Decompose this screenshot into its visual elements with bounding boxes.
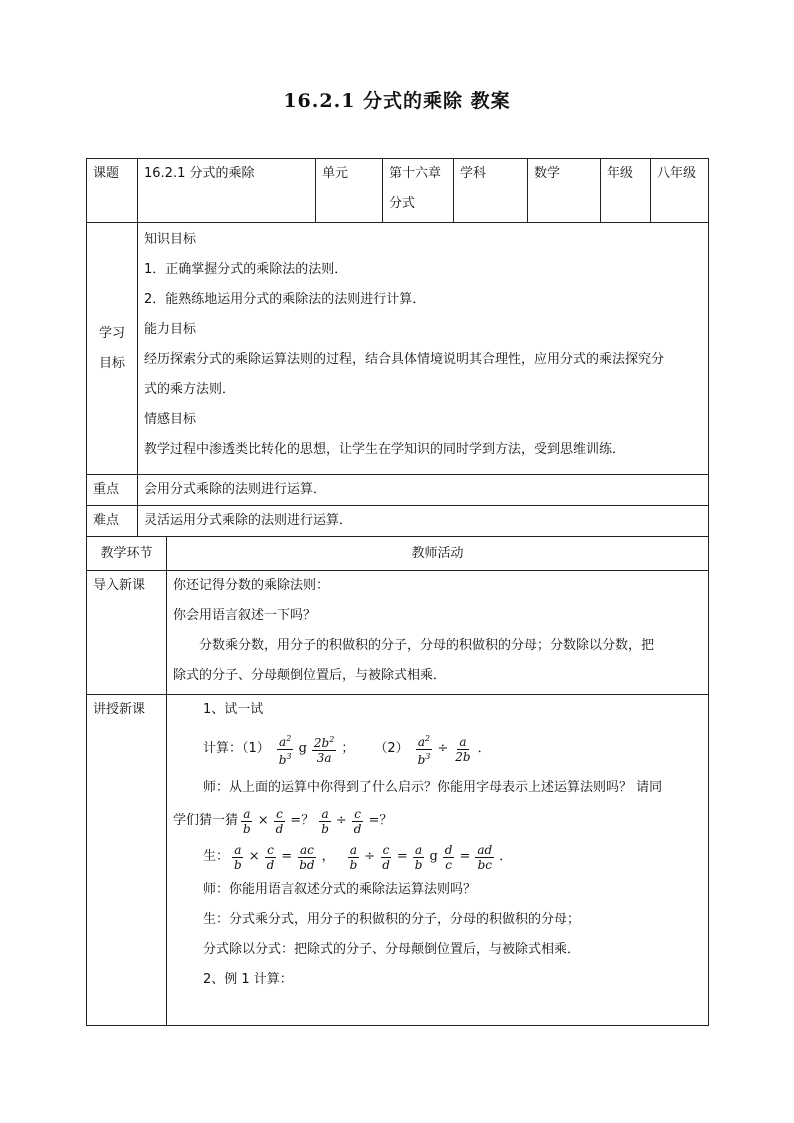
fraction: $\frac{a}{b}$	[243, 806, 251, 836]
period: ．	[499, 849, 513, 864]
calc2-label: （2）	[374, 741, 409, 756]
unit-label: 单元	[316, 159, 383, 223]
student-answer-formula	[173, 839, 702, 875]
process-col2-header: 教师活动	[167, 537, 709, 571]
goals-content	[138, 223, 709, 475]
fraction: $\frac{a^2}{b^3}$	[278, 733, 292, 767]
equals-operator: =	[281, 849, 293, 864]
fraction: $\frac{a}{b}$	[349, 842, 358, 872]
calc-label: 计算：（1）	[203, 741, 270, 756]
equals-operator: =	[459, 849, 471, 864]
intro-line: 你还记得分数的乘除法则：	[173, 578, 330, 593]
period: ．	[477, 741, 491, 756]
student-answer-2: 生：分式乘分式，用分子的积做积的分子，分母的积做积的分母；	[203, 912, 581, 927]
intro-label: 导入新课	[87, 571, 167, 695]
grade-value: 八年级	[651, 159, 709, 223]
fraction: $\frac{2b^2}{3a}$	[313, 735, 335, 765]
fraction: $\frac{a}{b}$	[234, 842, 242, 872]
unit-value-line2: 分式	[389, 196, 416, 211]
dot-operator: g	[429, 849, 438, 864]
goals-label	[87, 223, 138, 475]
guess-line	[173, 803, 702, 839]
new-lesson-content	[167, 695, 709, 1026]
intro-line: 分数乘分数，用分子的积做积的分子，分母的积做积的分母；分数除以分数，把	[199, 638, 655, 653]
goals-line: 教学过程中渗透类比转化的思想，让学生在学知识的同时学到方法，受到思维训练．	[144, 442, 626, 457]
fraction: $\frac{a}{b}$	[321, 806, 329, 836]
separator: ；	[341, 741, 355, 756]
goals-line: 式的乘方法则．	[144, 382, 236, 397]
fraction: $\frac{a}{2b}$	[455, 734, 471, 764]
goals-line: 能力目标	[144, 322, 197, 337]
topic-value: 16.2.1 分式的乘除	[138, 159, 316, 223]
teaching-process-table	[86, 536, 709, 1026]
grade-label: 年级	[601, 159, 651, 223]
goals-line: 知识目标	[144, 232, 197, 247]
goals-line: 情感目标	[144, 412, 197, 427]
fraction: $\frac{c}{d}$	[266, 842, 275, 872]
student-label: 生：	[203, 849, 230, 864]
lesson-info-table	[86, 158, 709, 537]
divide-operator: ÷	[437, 741, 449, 756]
intro-line: 除式的分子、分母颠倒位置后，与被除式相乘．	[173, 668, 447, 683]
teacher-question-2: 师：你能用语言叙述分式的乘除法运算法则吗？	[203, 882, 477, 897]
example-title: 2、例 1 计算：	[203, 972, 293, 987]
dot-operator: g	[298, 741, 307, 756]
unit-value-line1: 第十六章	[389, 166, 442, 181]
times-operator: ×	[248, 849, 260, 864]
goals-line: 2．能熟练地运用分式的乘除法的法则进行计算．	[144, 292, 426, 307]
goals-line: 经历探索分式的乘除运算法则的过程，结合具体情境说明其合理性，应用分式的乘法探究分	[144, 352, 665, 367]
key-point-text: 会用分式乘除的法则进行运算．	[138, 475, 709, 506]
intro-content	[167, 571, 709, 695]
divide-operator: ÷	[335, 813, 347, 828]
equals-question: =？	[368, 813, 393, 828]
new-lesson-label: 讲授新课	[87, 695, 167, 1026]
fraction: $\frac{ac}{bd}$	[299, 842, 315, 872]
calc-formula-line	[173, 731, 702, 767]
process-col1-header: 教学环节	[87, 537, 167, 571]
comma: ，	[321, 849, 335, 864]
fraction: $\frac{c}{d}$	[382, 842, 390, 872]
topic-label: 课题	[87, 159, 138, 223]
page-title: 16.2.1 分式的乘除 教案	[283, 90, 511, 112]
times-operator: ×	[257, 813, 269, 828]
intro-line: 你会用语言叙述一下吗？	[173, 608, 317, 623]
teacher-question-1: 师：从上面的运算中你得到了什么启示？你能用字母表示上述运算法则吗？ 请同	[203, 780, 663, 795]
fraction: $\frac{c}{d}$	[275, 806, 284, 836]
goals-label-line1: 学习	[98, 325, 125, 341]
difficulty-text: 灵活运用分式乘除的法则进行运算．	[138, 506, 709, 537]
try-title: 1、试一试	[203, 702, 264, 717]
divide-operator: ÷	[364, 849, 376, 864]
fraction: $\frac{ad}{bc}$	[477, 842, 493, 872]
fraction: $\frac{a^2}{b^3}$	[417, 733, 431, 767]
subject-label: 学科	[454, 159, 528, 223]
subject-value: 数学	[528, 159, 601, 223]
student-answer-3: 分式除以分式：把除式的分子、分母颠倒位置后，与被除式相乘．	[203, 942, 581, 957]
goals-line: 1．正确掌握分式的乘除法的法则．	[144, 262, 348, 277]
fraction: $\frac{c}{d}$	[353, 806, 362, 836]
key-point-label: 重点	[87, 475, 138, 506]
difficulty-label: 难点	[87, 506, 138, 537]
guess-label: 学们猜一猜	[173, 813, 239, 828]
fraction: $\frac{d}{c}$	[444, 842, 453, 872]
equals-operator: =	[396, 849, 408, 864]
goals-label-line2: 目标	[98, 355, 125, 371]
unit-value	[383, 159, 454, 223]
fraction: $\frac{a}{b}$	[414, 842, 423, 872]
equals-question: =？	[290, 813, 315, 828]
